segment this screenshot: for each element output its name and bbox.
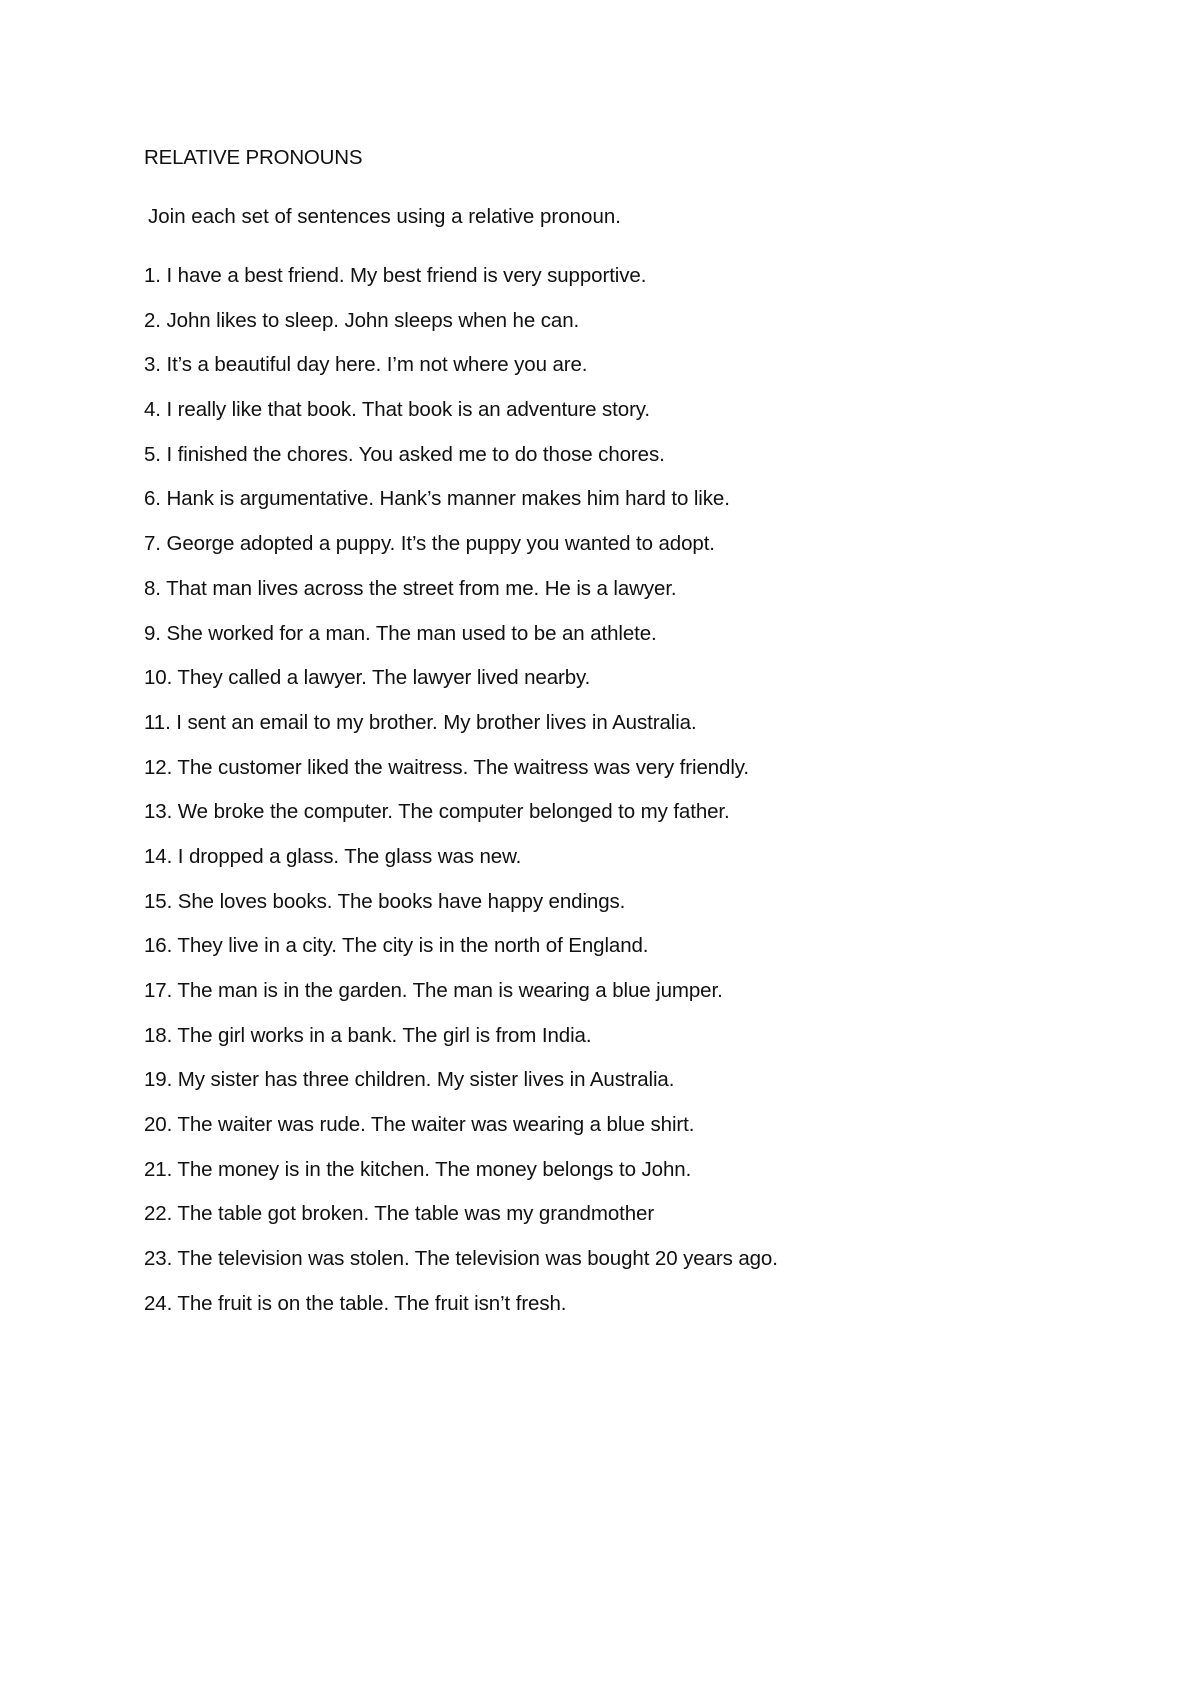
- exercise-item: 3. It’s a beautiful day here. I’m not where you are.: [144, 353, 588, 377]
- instruction-text: Join each set of sentences using a relative pronoun.: [148, 205, 621, 228]
- exercise-item: 6. Hank is argumentative. Hank’s manner makes him hard to like.: [144, 487, 730, 511]
- exercise-item: 19. My sister has three children. My sister lives in Australia.: [144, 1068, 675, 1092]
- exercise-item: 10. They called a lawyer. The lawyer lived nearby.: [144, 666, 591, 690]
- exercise-item: 13. We broke the computer. The computer belonged to my father.: [144, 800, 730, 824]
- exercise-item: 1. I have a best friend. My best friend is very supportive.: [144, 264, 647, 287]
- exercise-item: 4. I really like that book. That book is an adventure story.: [144, 398, 651, 422]
- exercise-item: 24. The fruit is on the table. The fruit isn’t fresh.: [144, 1291, 567, 1315]
- exercise-item: 18. The girl works in a bank. The girl is from India.: [144, 1023, 592, 1047]
- exercise-item: 12. The customer liked the waitress. The waitress was very friendly.: [144, 755, 750, 779]
- exercise-item: 11. I sent an email to my brother. My brother lives in Australia.: [144, 710, 697, 734]
- exercise-item: 9. She worked for a man. The man used to be an athlete.: [144, 621, 657, 645]
- exercise-item: 14. I dropped a glass. The glass was new.: [144, 844, 522, 868]
- exercise-item: 23. The television was stolen. The television was bought 20 years ago.: [144, 1247, 778, 1271]
- document-title: RELATIVE PRONOUNS: [144, 146, 363, 169]
- exercise-item: 7. George adopted a puppy. It’s the puppy you wanted to adopt.: [144, 532, 715, 556]
- exercise-item: 16. They live in a city. The city is in the north of England.: [144, 934, 649, 958]
- exercise-item: 15. She loves books. The books have happy endings.: [144, 889, 626, 913]
- exercise-item: 21. The money is in the kitchen. The money belongs to John.: [144, 1157, 692, 1181]
- exercise-item: 8. That man lives across the street from me. He is a lawyer.: [144, 576, 677, 600]
- exercise-item: 17. The man is in the garden. The man is wearing a blue jumper.: [144, 979, 723, 1002]
- exercise-item: 5. I finished the chores. You asked me to do those chores.: [144, 442, 665, 466]
- exercise-item: 22. The table got broken. The table was my grandmother: [144, 1202, 655, 1226]
- exercise-list: [144, 263, 778, 1336]
- exercise-item: 20. The waiter was rude. The waiter was wearing a blue shirt.: [144, 1113, 695, 1137]
- exercise-item: 2. John likes to sleep. John sleeps when he can.: [144, 308, 580, 332]
